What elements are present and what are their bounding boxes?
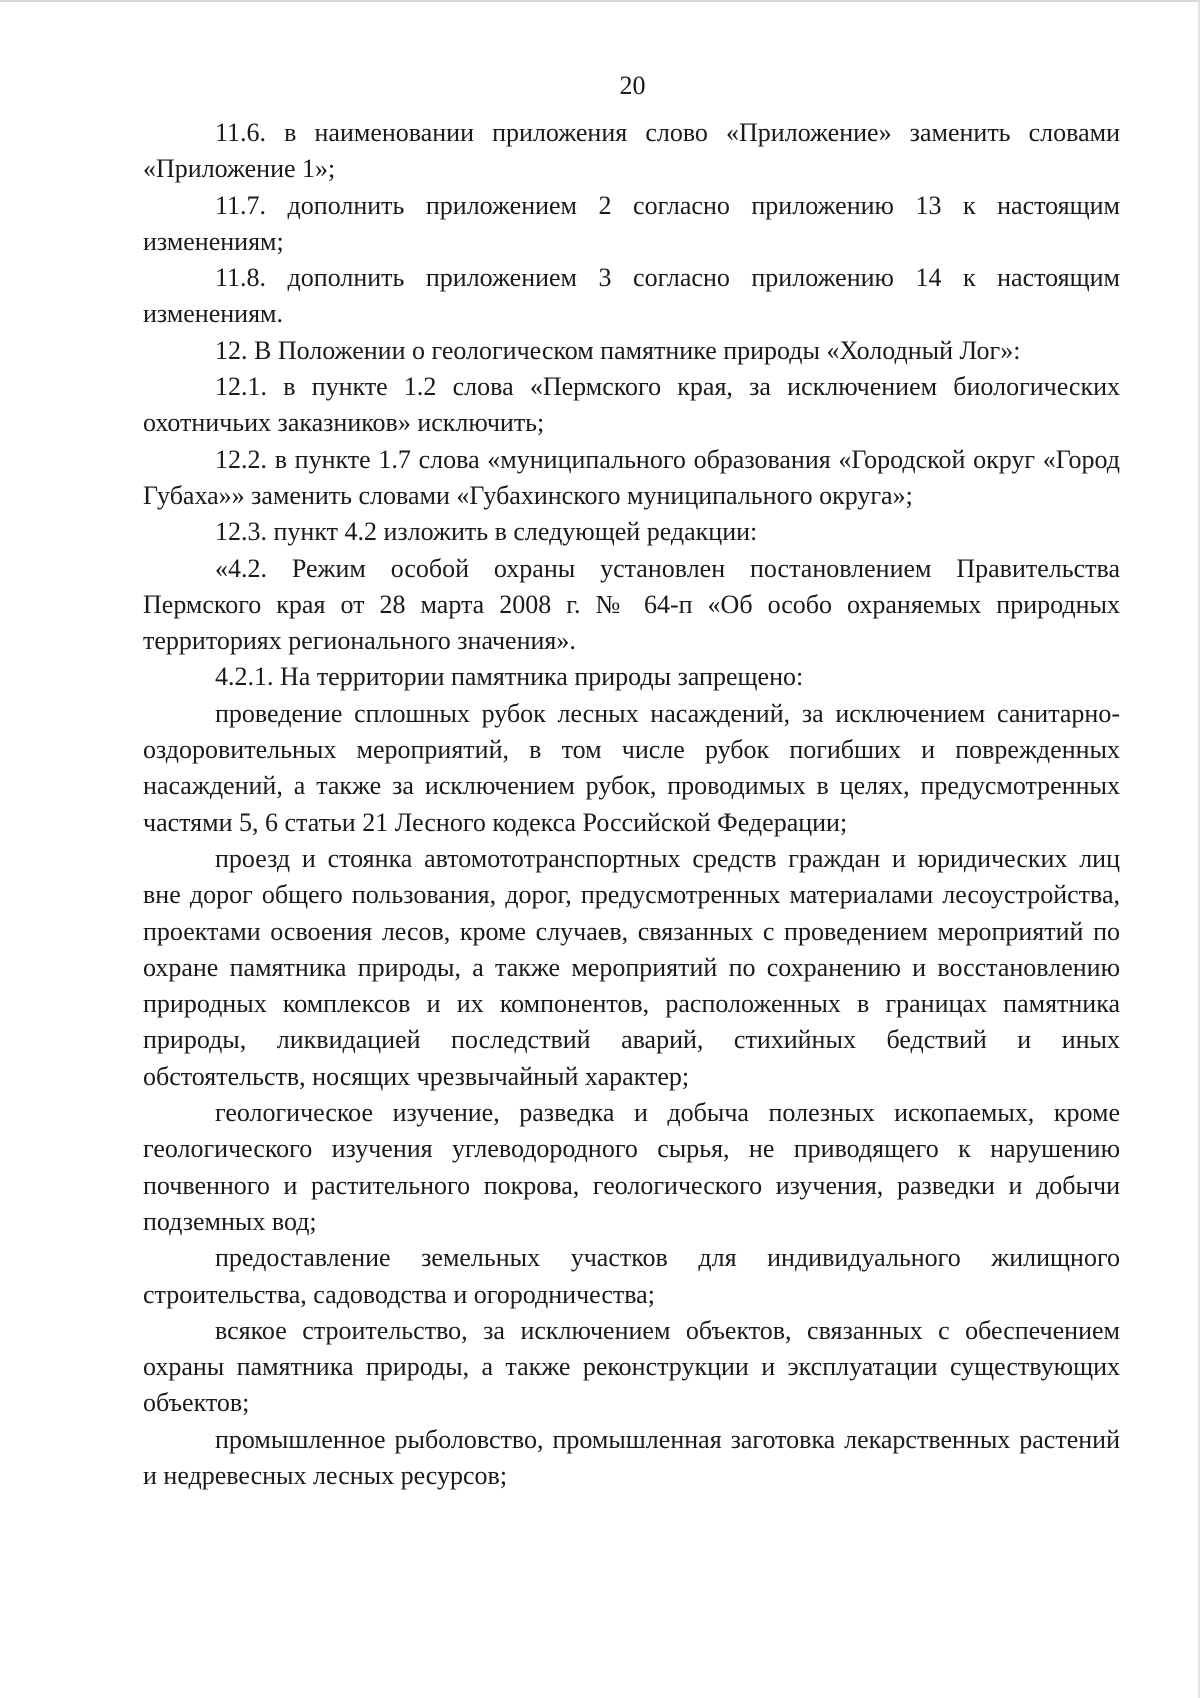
paragraph: 11.8. дополнить приложением 3 согласно приложению 14 к настоящим изменениям. <box>143 263 1120 329</box>
paragraph: проезд и стоянка автомототранспортных средств граждан и юридических лиц вне дорог общего пользования, дорог, предусмотренных материалами лесоустройства, проектами освоения лесов, кроме случаев, связанных с проведением мероприятий по охране памятника природы, а также мероприятий по сохранению и восстановлению природных комплексов и их компонентов, расположенных в границах памятника природы, ликвидацией последствий аварий, стихийных бедствий и иных обстоятельств, носящих чрезвычайный характер; <box>143 843 1120 1091</box>
paragraph: 12. В Положении о геологическом памятнике природы «Холодный Лог»: <box>215 335 1021 365</box>
paragraph: 12.2. в пункте 1.7 слова «муниципального образования «Городской округ «Город Губаха»» заменить словами «Губахинского муниципального округа»; <box>143 444 1120 510</box>
paragraph: 11.7. дополнить приложением 2 согласно приложению 13 к настоящим изменениям; <box>143 190 1120 256</box>
scan-edge <box>0 0 1200 2</box>
page-number: 20 <box>619 71 646 100</box>
paragraph: 11.6. в наименовании приложения слово «Приложение» заменить словами «Приложение 1»; <box>143 118 1120 184</box>
paragraph: 12.3. пункт 4.2 изложить в следующей редакции: <box>215 517 758 547</box>
paragraph: 4.2.1. На территории памятника природы запрещено: <box>215 662 804 692</box>
document-body <box>143 115 1120 1494</box>
paragraph: 12.1. в пункте 1.2 слова «Пермского края, за исключением биологических охотничьих заказников» исключить; <box>143 372 1120 438</box>
paragraph: предоставление земельных участков для индивидуального жилищного строительства, садоводства и огородничества; <box>143 1243 1120 1309</box>
paragraph: всякое строительство, за исключением объектов, связанных с обеспечением охраны памятника природы, а также реконструкции и эксплуатации существующих объектов; <box>143 1315 1120 1418</box>
paragraph: «4.2. Режим особой охраны установлен постановлением Правительства Пермского края от 28 марта 2008 г. № 64-п «Об особо охраняемых природных территориях регионального значения». <box>143 553 1120 656</box>
paragraph: геологическое изучение, разведка и добыча полезных ископаемых, кроме геологического изучения углеводородного сырья, не приводящего к нарушению почвенного и растительного покрова, геологического изучения, разведки и добычи подземных вод; <box>143 1098 1120 1236</box>
paragraph: промышленное рыболовство, промышленная заготовка лекарственных растений и недревесных лесных ресурсов; <box>143 1424 1120 1490</box>
paragraph: проведение сплошных рубок лесных насаждений, за исключением санитарно-оздоровительных мероприятий, в том числе рубок погибших и поврежденных насаждений, а также за исключением рубок, проводимых в целях, предусмотренных частями 5, 6 статьи 21 Лесного кодекса Российской Федерации; <box>143 698 1120 837</box>
